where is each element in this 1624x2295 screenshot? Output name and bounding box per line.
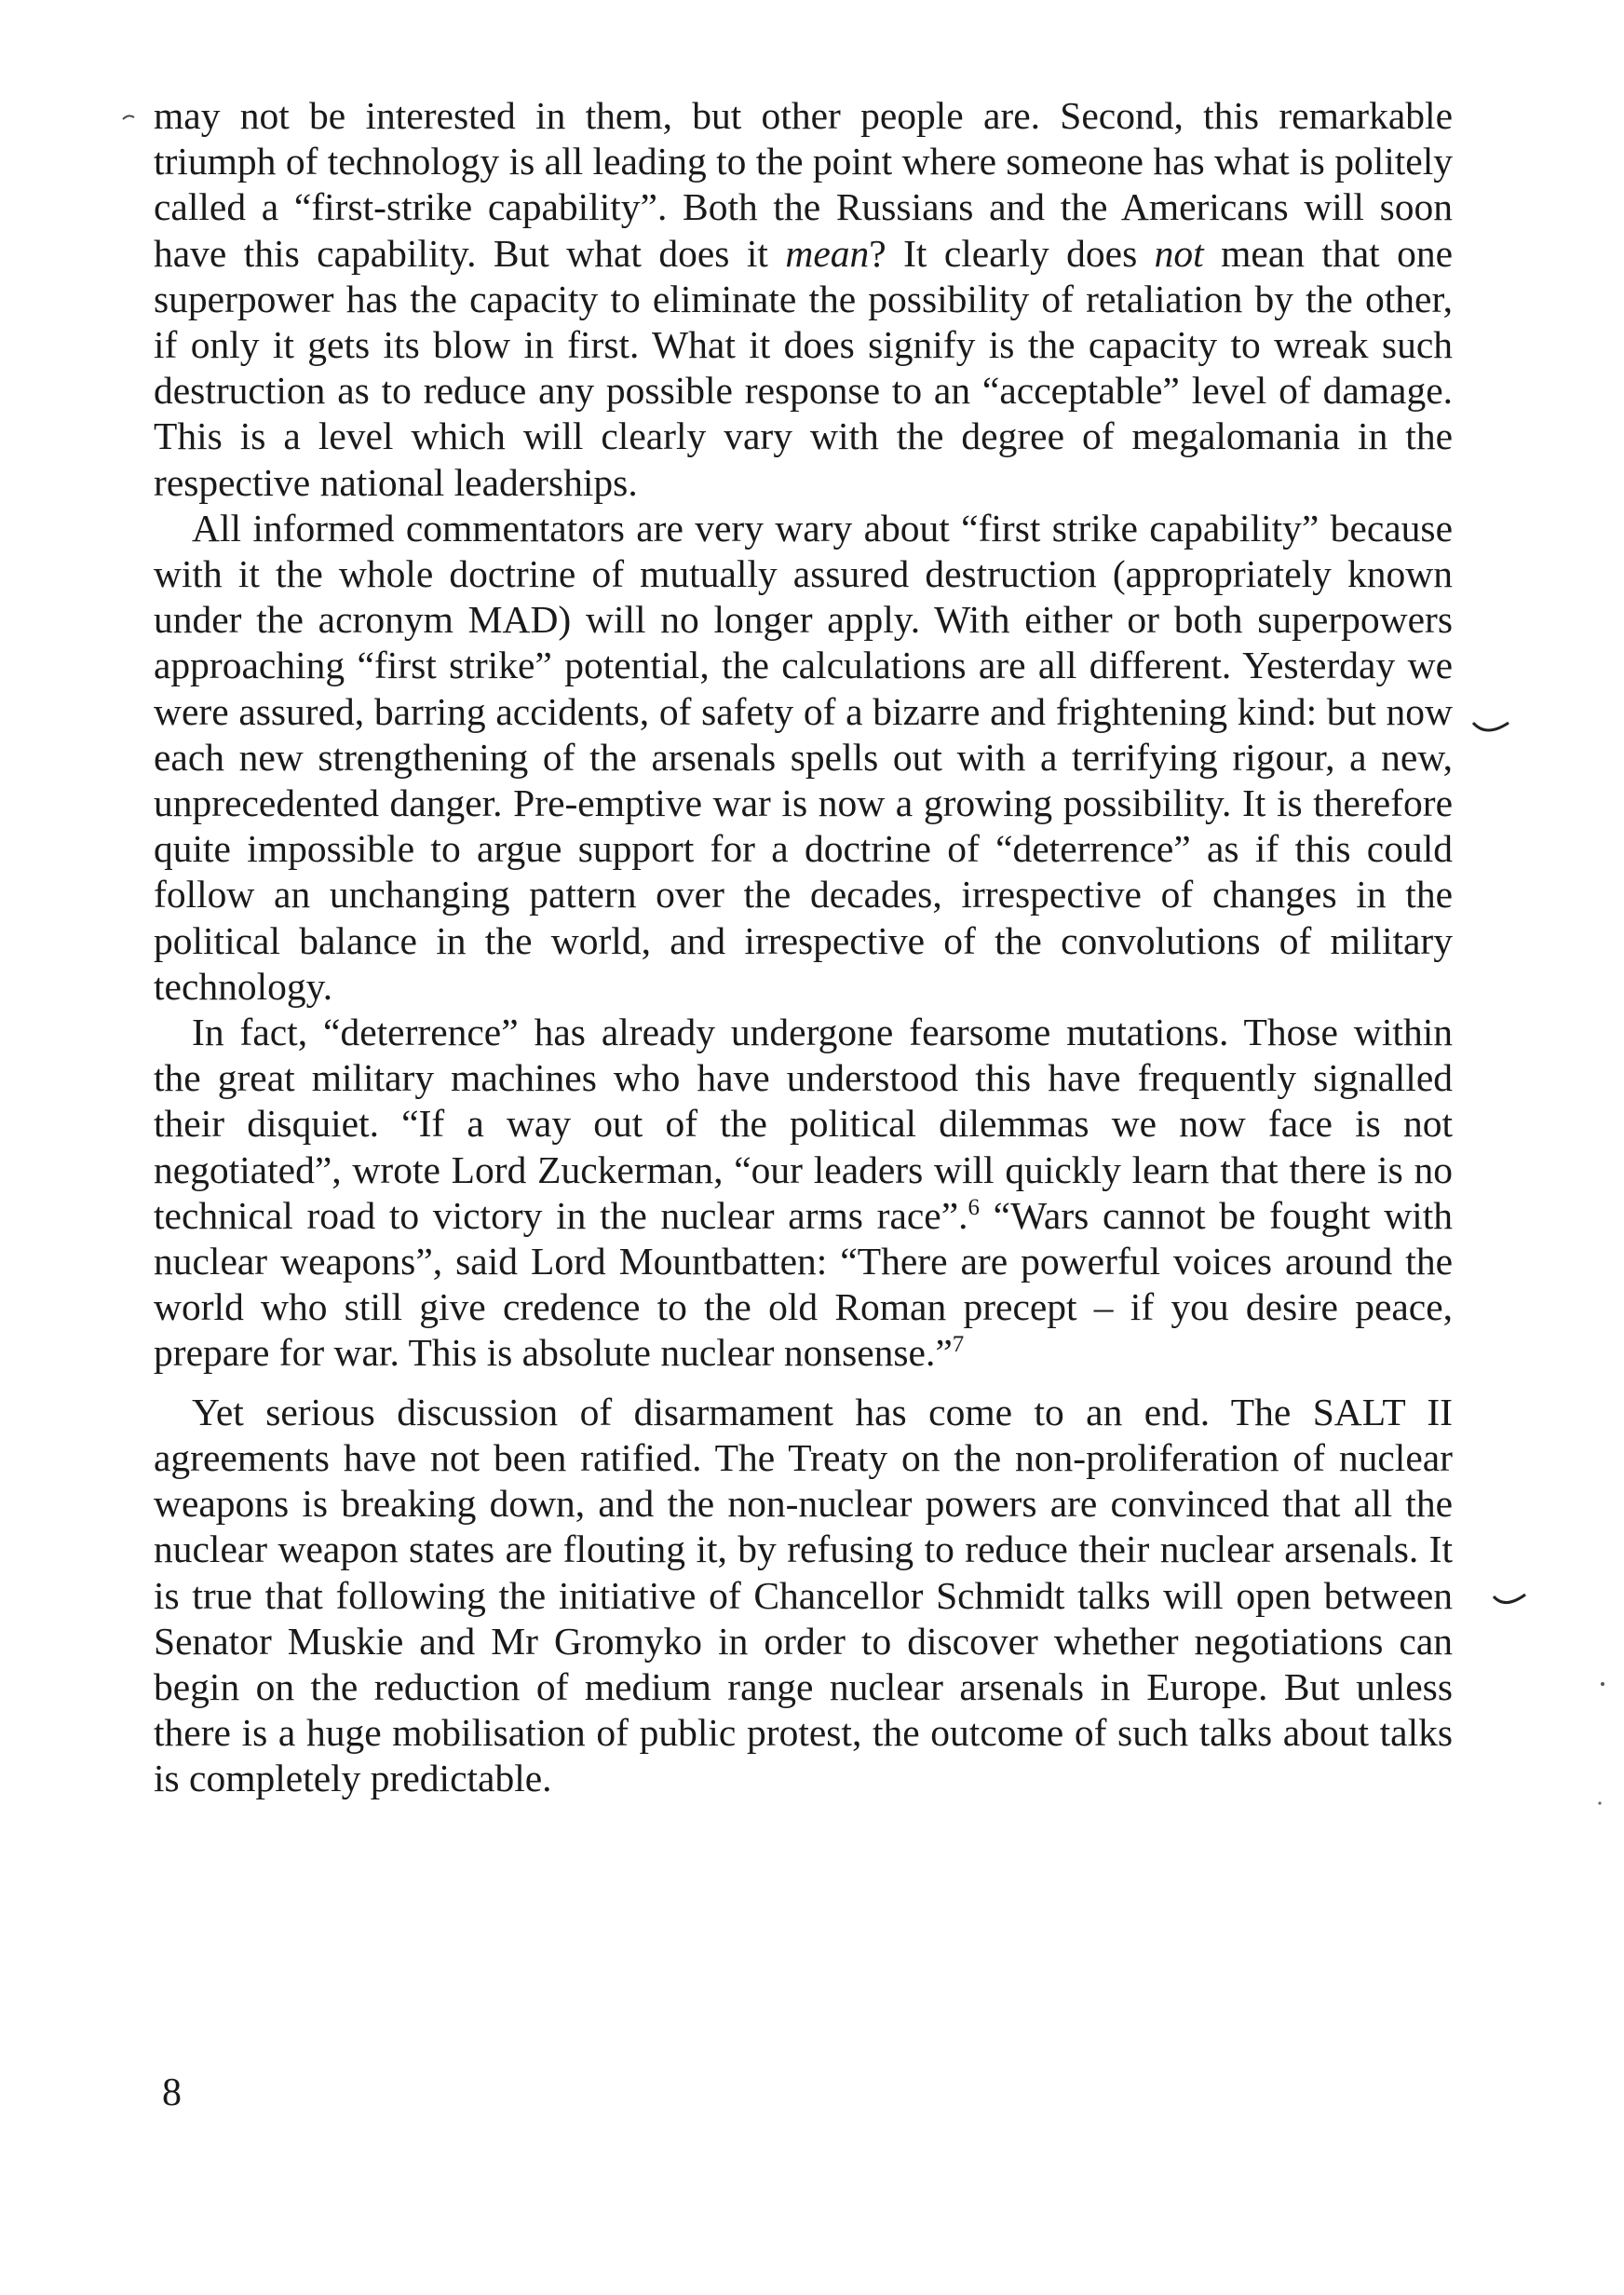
text-run: All informed commentators are very wary about “first strike capability” because with it the whole doctrine of mutually assured destruction (appropriately known under the acronym MAD) will no longer apply. With either or both superpowers approaching “first strike” potential, the calculations are all different. Yesterday we were assured, barring accidents, of safety of a bizarre and frightening kind: but now each new strengthening of the arsenals spells out with a terrifying rigour, a new, unprecedented danger. Pre-emptive war is now a growing possibility. It is therefore quite impossible to argue support for a doctrine of “deterrence” as if this could follow an unchanging pattern over the decades, irrespective of changes in the political balance in the world, and irrespective of the convolutions of military technology. (154, 506, 1453, 1008)
footnote-marker: 7 (952, 1332, 965, 1358)
paragraph-3 (154, 1010, 1453, 1377)
text-run: ? It clearly does (869, 231, 1155, 275)
paragraph-2 (154, 506, 1453, 1010)
text-run: “Wars cannot be fought with nuclear weapons”, said Lord Mountbatten: “There are powerful voices around the world who still give credence to the old Roman precept – if you desire peace, prepare for war. This is absolute nuclear nonsense.” (154, 1193, 1453, 1375)
margin-dot-2 (1596, 1799, 1604, 1807)
text-run: may not be interested in them, but other people are. Second, this remarkable triumph of technology is all leading to the point where someone has what is politely called a “first-strike capability”. Both the Russians and the Americans will soon have this capability. But what does it (154, 94, 1453, 275)
text-run: Yet serious discussion of disarmament has come to an end. The SALT II agreements have not been ratified. The Treaty on the non-proliferation of nuclear weapons is breaking down, and the non-nuclear powers are convinced that all the nuclear weapon states are flouting it, by refusing to reduce their nuclear arsenals. It is true that following the initiative of Chancellor Schmidt talks will open between Senator Muskie and Mr Gromyko in order to discover whether negotiations can begin on the reduction of medium range nuclear arsenals in Europe. But unless there is a huge mobilisation of public protest, the outcome of such talks about talks is completely predictable. (154, 1390, 1453, 1800)
paragraph-1 (154, 93, 1453, 506)
emphasis-text: mean (785, 231, 870, 275)
text-run: In fact, “deterrence” has already undergone fearsome mutations. Those within the great military machines who have understood this have frequently signalled their disquiet. “If a way out of the political dilemmas we now face is not negotiated”, wrote Lord Zuckerman, “our leaders will quickly learn that there is no technical road to victory in the nuclear arms race”. (154, 1011, 1453, 1237)
margin-mark-top (121, 110, 149, 129)
footnote-marker: 6 (968, 1195, 980, 1221)
margin-tick-1 (1471, 717, 1510, 741)
page-number: 8 (162, 2071, 182, 2114)
body-text (154, 93, 1453, 1802)
emphasis-text: not (1154, 231, 1204, 275)
text-run: mean that one superpower has the capacity to eliminate the possibility of retaliation by the other, if only it gets its blow in first. What it does signify is the capacity to wreak such destruction as to reduce any possible response to an “acceptable” level of damage. This is a level which will clearly vary with the degree of megalomania in the respective national leaderships. (154, 231, 1453, 504)
paragraph-4 (154, 1390, 1453, 1802)
margin-dot-1 (1599, 1680, 1606, 1688)
margin-tick-2 (1492, 1591, 1527, 1613)
